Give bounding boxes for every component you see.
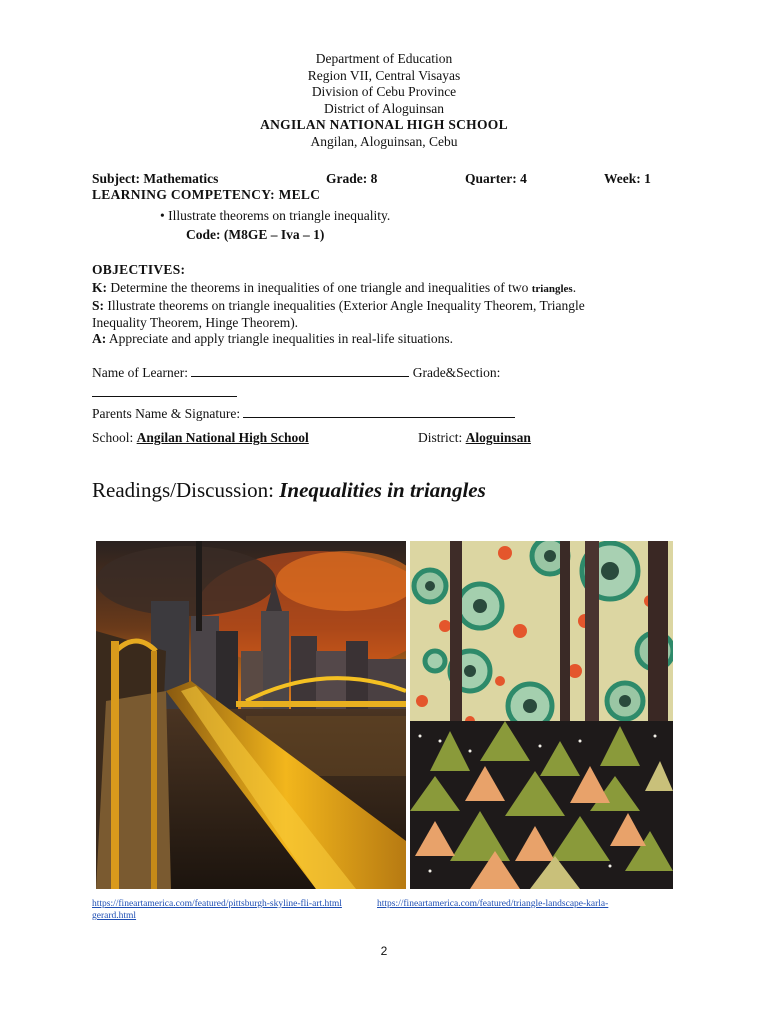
source-link-triangle-landscape[interactable]: https://fineartamerica.com/featured/triangle-landscape-karla- [377,899,609,909]
competency-heading: LEARNING COMPETENCY: MELC [92,187,321,202]
learner-name-row [92,364,500,381]
district-label: District: [418,430,466,445]
competency-code: Code: (M8GE – Iva – 1) [186,227,325,242]
learner-name-blank[interactable] [191,364,409,377]
letterhead [0,51,768,151]
parents-signature-blank[interactable] [243,405,515,418]
k-tail: triangles [531,283,573,295]
section-blank[interactable] [92,384,237,397]
objectives-heading: OBJECTIVES: [92,262,186,277]
s-text-1: Illustrate theorems on triangle inequalities (Exterior Angle Inequality Theorem, Triangle [104,298,585,313]
source-link-pittsburgh[interactable]: https://fineartamerica.com/featured/pittsburgh-skyline-fli-art.html [92,899,342,909]
reading-heading [92,478,486,503]
source-link-triangle-landscape-continued[interactable]: gerard.html [92,911,137,921]
school-label: School: [92,430,137,445]
learner-label: Name of Learner: [92,365,192,380]
district-row [418,429,531,446]
a-text: Appreciate and apply triangle inequalities in real-life situations. [106,331,454,346]
objective-k [92,279,576,298]
region-line: Region VII, Central Visayas [307,67,461,83]
bullet-text: Illustrate theorems on triangle inequality. [168,208,391,223]
objective-s [92,297,585,314]
school-name: ANGILAN NATIONAL HIGH SCHOOL [260,117,508,133]
section-label: Grade&Section: [409,365,501,380]
section-row [92,384,237,401]
triangle-landscape-painting [410,541,673,889]
k-end: . [572,280,577,295]
bullet-dot: • [160,208,169,223]
division-line: Division of Cebu Province [311,84,457,100]
k-text: Determine the theorems in inequalities of one triangle and inequalities of two [107,280,532,295]
a-label: A: [92,331,107,346]
district-value: Aloguinsan [465,430,531,445]
school-address: Angilan, Aloguinsan, Cebu [310,133,458,149]
school-value: Angilan National High School [136,430,309,445]
competency-bullet [160,207,390,224]
parents-label: Parents Name & Signature: [92,406,244,421]
reading-title: Inequalities in triangles [279,478,486,502]
pittsburgh-skyline-painting [96,541,406,889]
school-row [92,429,309,446]
objective-s-continued: Inequality Theorem, Hinge Theorem). [92,315,299,330]
subject-label: Subject: Mathematics [92,171,219,186]
quarter-label: Quarter: 4 [465,171,527,186]
grade-label: Grade: 8 [326,171,378,186]
page-number: 2 [380,944,388,958]
district-line: District of Aloguinsan [324,100,444,116]
reading-label: Readings/Discussion: [92,478,280,502]
parents-row [92,405,515,422]
objective-a [92,330,453,347]
s-label: S: [92,298,105,313]
k-label: K: [92,280,107,295]
week-label: Week: 1 [604,171,651,186]
department-line: Department of Education [315,51,453,66]
